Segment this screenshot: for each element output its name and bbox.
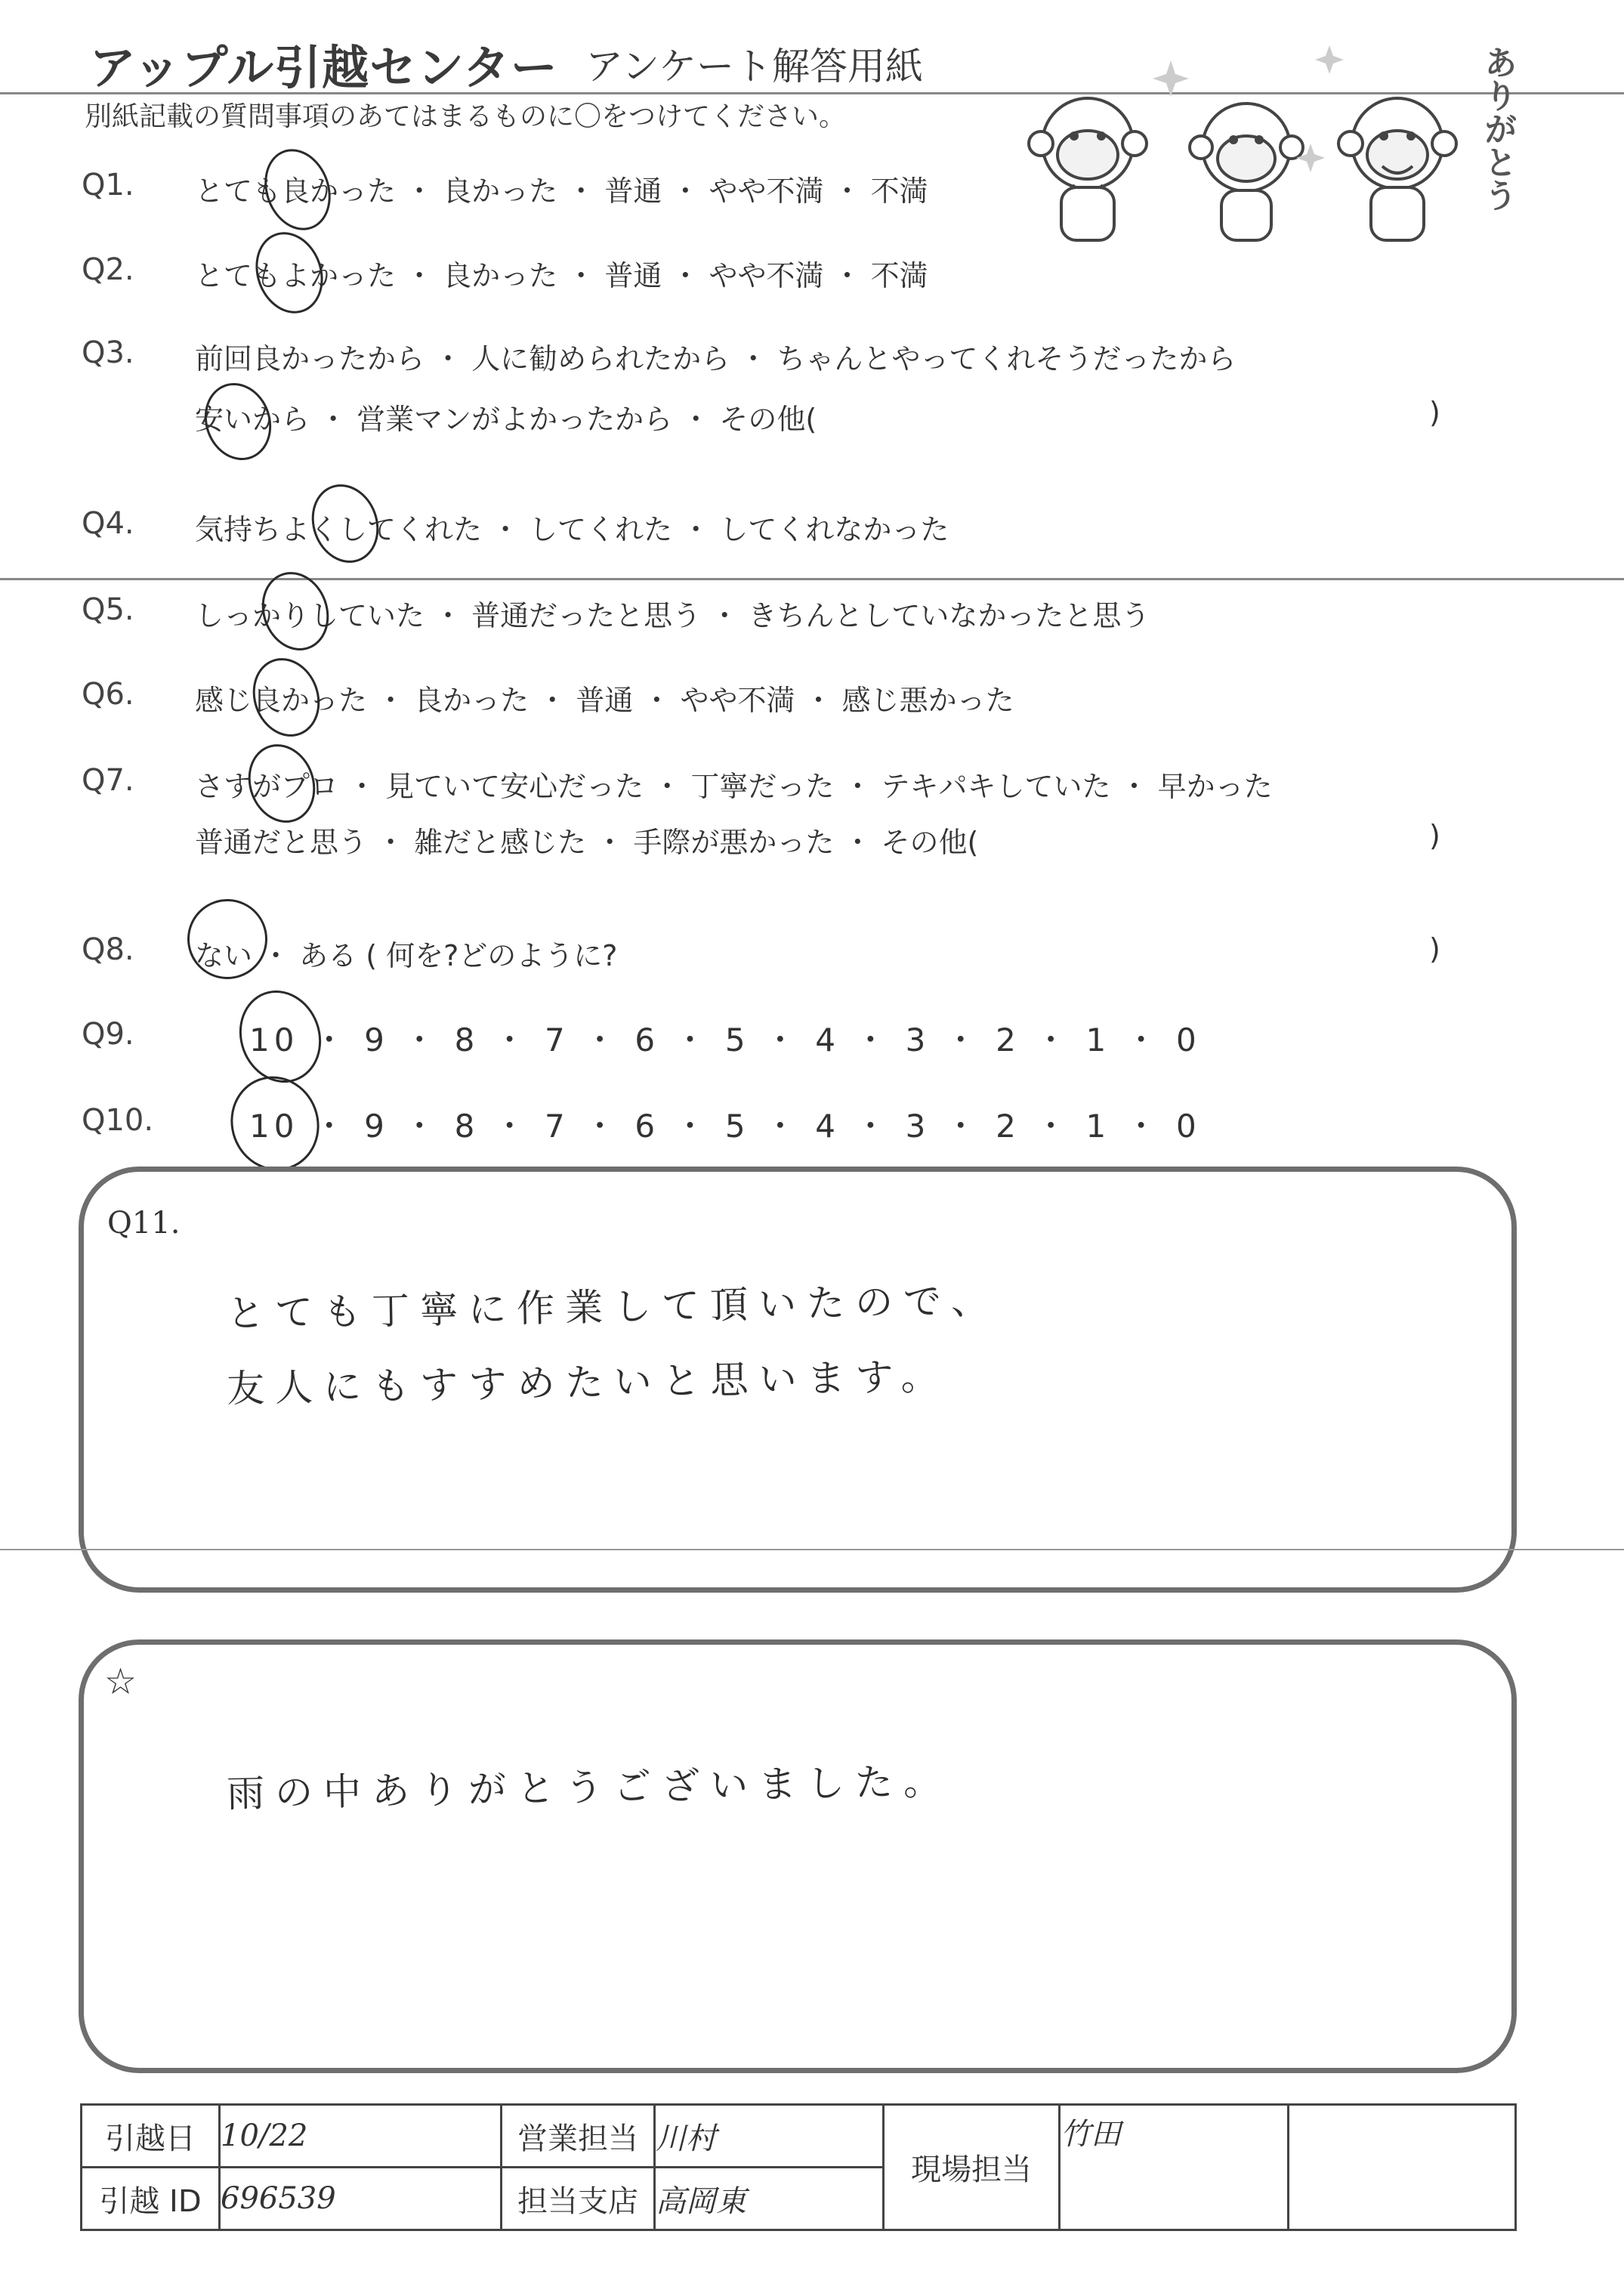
q7-options-line1: さすがプロ ・ 見ていて安心だった ・ 丁寧だった ・ テキパキしていた ・ 早かった (195, 770, 1273, 803)
monkey-right-icon (1338, 98, 1456, 240)
q7-close-paren: ) (1429, 819, 1440, 852)
star-icon: ☆ (104, 1661, 137, 1703)
q8-close-paren: ) (1429, 932, 1440, 966)
form-subtitle: アンケート解答用紙 (585, 45, 923, 88)
move-date-label: 引越日 (82, 2105, 220, 2168)
q1-number: Q1. (82, 168, 134, 202)
move-id-value: 696539 (220, 2168, 502, 2230)
q2-options: とてもよかった ・ 良かった ・ 普通 ・ やや不満 ・ 不満 (195, 259, 928, 292)
q8-number: Q8. (82, 932, 134, 967)
q3-number: Q3. (82, 335, 134, 370)
q5-selection-circle (251, 562, 339, 660)
q10-number: Q10. (82, 1103, 154, 1138)
page-fold-line (0, 578, 1624, 580)
instruction-text: 別紙記載の質問事項のあてはまるものに〇をつけてください。 (85, 101, 847, 132)
q10-selection-circle (218, 1064, 332, 1183)
q9-scale: 10 ・ 9 ・ 8 ・ 7 ・ 6 ・ 5 ・ 4 ・ 3 ・ 2 ・ 1 ・ 0 (249, 1021, 1201, 1058)
second-fold-line (0, 1549, 1624, 1550)
q3-options-line1: 前回良かったから ・ 人に勧められたから ・ ちゃんとやってくれそうだったから (195, 342, 1237, 375)
q7-options-line2: 普通だと思う ・ 雑だと感じた ・ 手際が悪かった ・ その他( (195, 826, 979, 859)
brand-title: アップル引越センター (89, 40, 558, 95)
q7-selection-circle (237, 734, 326, 832)
q6-number: Q6. (82, 677, 134, 712)
q6-selection-circle (242, 648, 330, 746)
q5-options: しっかりしていた ・ 普通だったと思う ・ きちんとしていなかったと思う (195, 599, 1150, 632)
sales-rep-label: 営業担当 (502, 2105, 655, 2168)
q3-close-paren: ) (1429, 396, 1440, 429)
monkey-middle-icon (1190, 104, 1303, 240)
q4-number: Q4. (82, 506, 134, 541)
q4-selection-circle (301, 474, 389, 572)
q8-options: ない ・ ある ( 何を?どのように? (195, 939, 618, 972)
blank-cell (1289, 2105, 1516, 2230)
q1-options: とても良かった ・ 良かった ・ 普通 ・ やや不満 ・ 不満 (195, 175, 928, 208)
q4-options: 気持ちよくしてくれた ・ してくれた ・ してくれなかった (195, 513, 949, 546)
comment-answer-line1: 雨の中ありがとうございました。 (226, 1759, 952, 1816)
q8-selection-circle (176, 888, 279, 990)
q3-selection-circle (194, 373, 282, 469)
q2-number: Q2. (82, 252, 134, 287)
site-staff-label: 現場担当 (884, 2105, 1060, 2230)
q9-number: Q9. (82, 1017, 134, 1052)
monkey-left-icon (1029, 98, 1147, 240)
q1-selection-circle (254, 140, 342, 239)
move-date-value: 10/22 (220, 2105, 502, 2168)
q11-answer-line2: 友人にもすすめたいと思います。 (226, 1354, 950, 1411)
sales-rep-value: 川村 (655, 2105, 884, 2168)
q2-selection-circle (245, 223, 334, 323)
thank-you-badge: ありがとう (1478, 45, 1517, 212)
q3-options-line2: 安いから ・ 営業マンがよかったから ・ その他( (195, 403, 817, 436)
branch-label: 担当支店 (502, 2168, 655, 2230)
monkey-mascots-illustration (1005, 30, 1518, 257)
move-info-table (80, 2103, 1517, 2231)
q11-answer-line1: とても丁寧に作業して頂いたので、 (226, 1278, 1000, 1336)
q7-number: Q7. (82, 763, 134, 798)
comment-box (79, 1639, 1517, 2073)
q10-scale: 10 ・ 9 ・ 8 ・ 7 ・ 6 ・ 5 ・ 4 ・ 3 ・ 2 ・ 1 ・ 0 (249, 1108, 1201, 1145)
site-staff-value: 竹田 (1060, 2105, 1289, 2230)
q6-options: 感じ良かった ・ 良かった ・ 普通 ・ やや不満 ・ 感じ悪かった (195, 684, 1014, 717)
move-id-label: 引越 ID (82, 2168, 220, 2230)
branch-value: 高岡東 (655, 2168, 884, 2230)
q5-number: Q5. (82, 592, 134, 627)
q11-label: Q11. (107, 1206, 181, 1241)
